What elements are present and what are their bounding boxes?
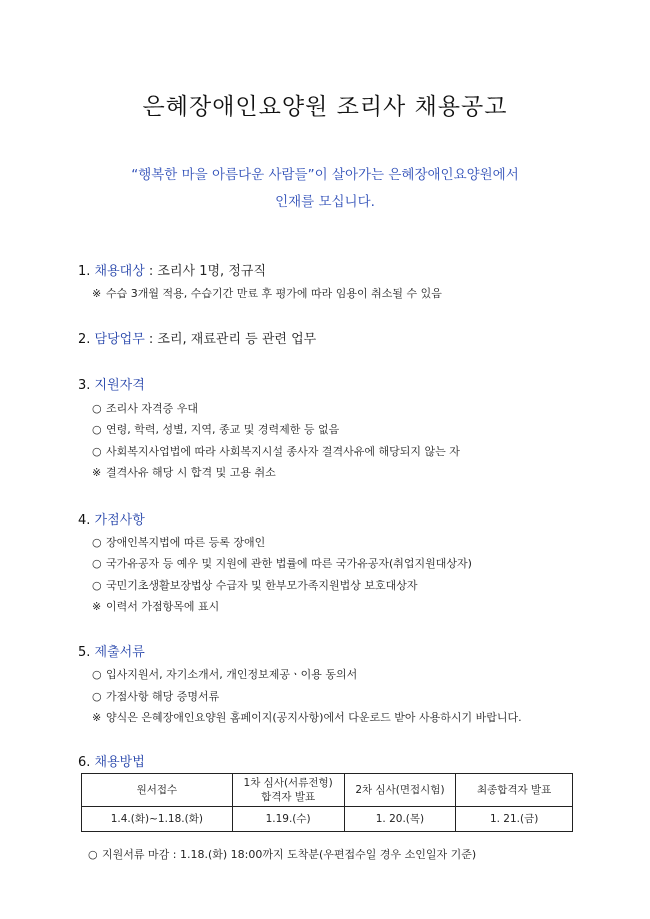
- section-title: 담당업무: [94, 332, 145, 347]
- bullet-marker: ○: [92, 402, 102, 415]
- header-text: 2차 심사(면접시험): [355, 784, 445, 796]
- list-item: [92, 666, 357, 682]
- section-number: 6.: [78, 755, 91, 770]
- list-item-text: 가점사항 해당 증명서류: [106, 690, 220, 703]
- section-2-heading: [78, 328, 316, 347]
- table-header-cell: [82, 774, 233, 807]
- schedule-table: [81, 773, 573, 832]
- table-cell: [344, 807, 456, 832]
- list-item-text: 수습 3개월 적용, 수습기간 만료 후 평가에 따라 임용이 취소될 수 있음: [106, 287, 442, 300]
- list-item: [92, 285, 442, 301]
- bullet-marker: ○: [92, 557, 102, 570]
- deadline-text: 지원서류 마감 : 1.18.(화) 18:00까지 도착분(우편접수일 경우 소인일자 기준): [102, 848, 477, 861]
- section-number: 1.: [78, 264, 91, 279]
- cell-text: 1. 20.(목): [375, 813, 425, 825]
- list-item-text: 국민기초생활보장법상 수급자 및 한부모가족지원법상 보호대상자: [106, 579, 418, 592]
- list-item-text: 결격사유 해당 시 합격 및 고용 취소: [106, 466, 276, 479]
- section-3-heading: [78, 374, 145, 393]
- cell-text: 1.19.(수): [265, 813, 311, 825]
- list-item: [92, 443, 460, 459]
- list-item: [92, 400, 198, 416]
- section-6-heading: [78, 751, 145, 770]
- table-row: [82, 807, 573, 832]
- header-text: 최종합격자 발표: [476, 784, 552, 796]
- bullet-marker: ○: [88, 848, 98, 861]
- table-header-cell: [456, 774, 573, 807]
- header-text: 원서접수: [136, 784, 178, 796]
- bullet-marker: ○: [92, 579, 102, 592]
- list-item: [92, 709, 522, 725]
- list-item-text: 연령, 학력, 성별, 지역, 종교 및 경력제한 등 없음: [106, 423, 340, 436]
- section-title: 제출서류: [94, 645, 145, 660]
- cell-text: 1.4.(화)~1.18.(화): [110, 813, 203, 825]
- bullet-marker: ○: [92, 445, 102, 458]
- list-item-text: 국가유공자 등 예우 및 지원에 관한 법률에 따른 국가유공자(취업지원대상자): [106, 557, 472, 570]
- header-text: 1차 심사(서류전형) 합격자 발표: [243, 777, 333, 803]
- list-item: [92, 555, 472, 571]
- list-item-text: 사회복지사업법에 따라 사회복지시설 종사자 결격사유에 해당되지 않는 자: [106, 445, 460, 458]
- section-number: 4.: [78, 513, 91, 528]
- section-title: 지원자격: [94, 378, 145, 393]
- bullet-marker: ○: [92, 690, 102, 703]
- bullet-marker: ○: [92, 668, 102, 681]
- table-header-row: [82, 774, 573, 807]
- section-summary: : 조리, 재료관리 등 관련 업무: [144, 332, 317, 347]
- list-item: [92, 688, 219, 704]
- note-marker: ※: [92, 287, 102, 300]
- section-title: 채용대상: [94, 264, 145, 279]
- table-header-cell: [344, 774, 456, 807]
- section-title: 채용방법: [94, 755, 145, 770]
- note-marker: ※: [92, 711, 102, 724]
- list-item: [92, 577, 418, 593]
- bullet-marker: ○: [92, 536, 102, 549]
- section-1-heading: [78, 260, 266, 279]
- table-cell: [232, 807, 344, 832]
- note-marker: ※: [92, 600, 102, 613]
- bullet-marker: ○: [92, 423, 102, 436]
- slogan-line-1: “행복한 마을 아름다운 사람들”이 살아가는 은혜장애인요양원에서: [131, 167, 519, 183]
- list-item: [92, 421, 339, 437]
- section-4-heading: [78, 509, 145, 528]
- list-item-text: 장애인복지법에 따른 등록 장애인: [106, 536, 266, 549]
- list-item-text: 조리사 자격증 우대: [106, 402, 199, 415]
- section-summary: : 조리사 1명, 정규직: [144, 264, 266, 279]
- list-item: [92, 598, 219, 614]
- section-title: 가점사항: [94, 513, 145, 528]
- table-header-cell: [232, 774, 344, 807]
- list-item-text: 양식은 은혜장애인요양원 홈페이지(공지사항)에서 다운로드 받아 사용하시기 바랍니다.: [106, 711, 522, 724]
- note-marker: ※: [92, 466, 102, 479]
- list-item-text: 이력서 가점항목에 표시: [106, 600, 220, 613]
- cell-text: 1. 21.(금): [489, 813, 539, 825]
- list-item-text: 입사지원서, 자기소개서, 개인정보제공ㆍ이용 동의서: [106, 668, 358, 681]
- list-item: [92, 534, 265, 550]
- section-number: 5.: [78, 645, 91, 660]
- deadline-note: [88, 846, 476, 862]
- list-item: [92, 464, 276, 480]
- section-number: 2.: [78, 332, 91, 347]
- table-cell: [82, 807, 233, 832]
- table-cell: [456, 807, 573, 832]
- section-5-heading: [78, 641, 145, 660]
- section-number: 3.: [78, 378, 91, 393]
- notice-title: 은혜장애인요양원 조리사 채용공고: [142, 94, 508, 120]
- slogan-line-2: 인재를 모십니다.: [275, 194, 375, 210]
